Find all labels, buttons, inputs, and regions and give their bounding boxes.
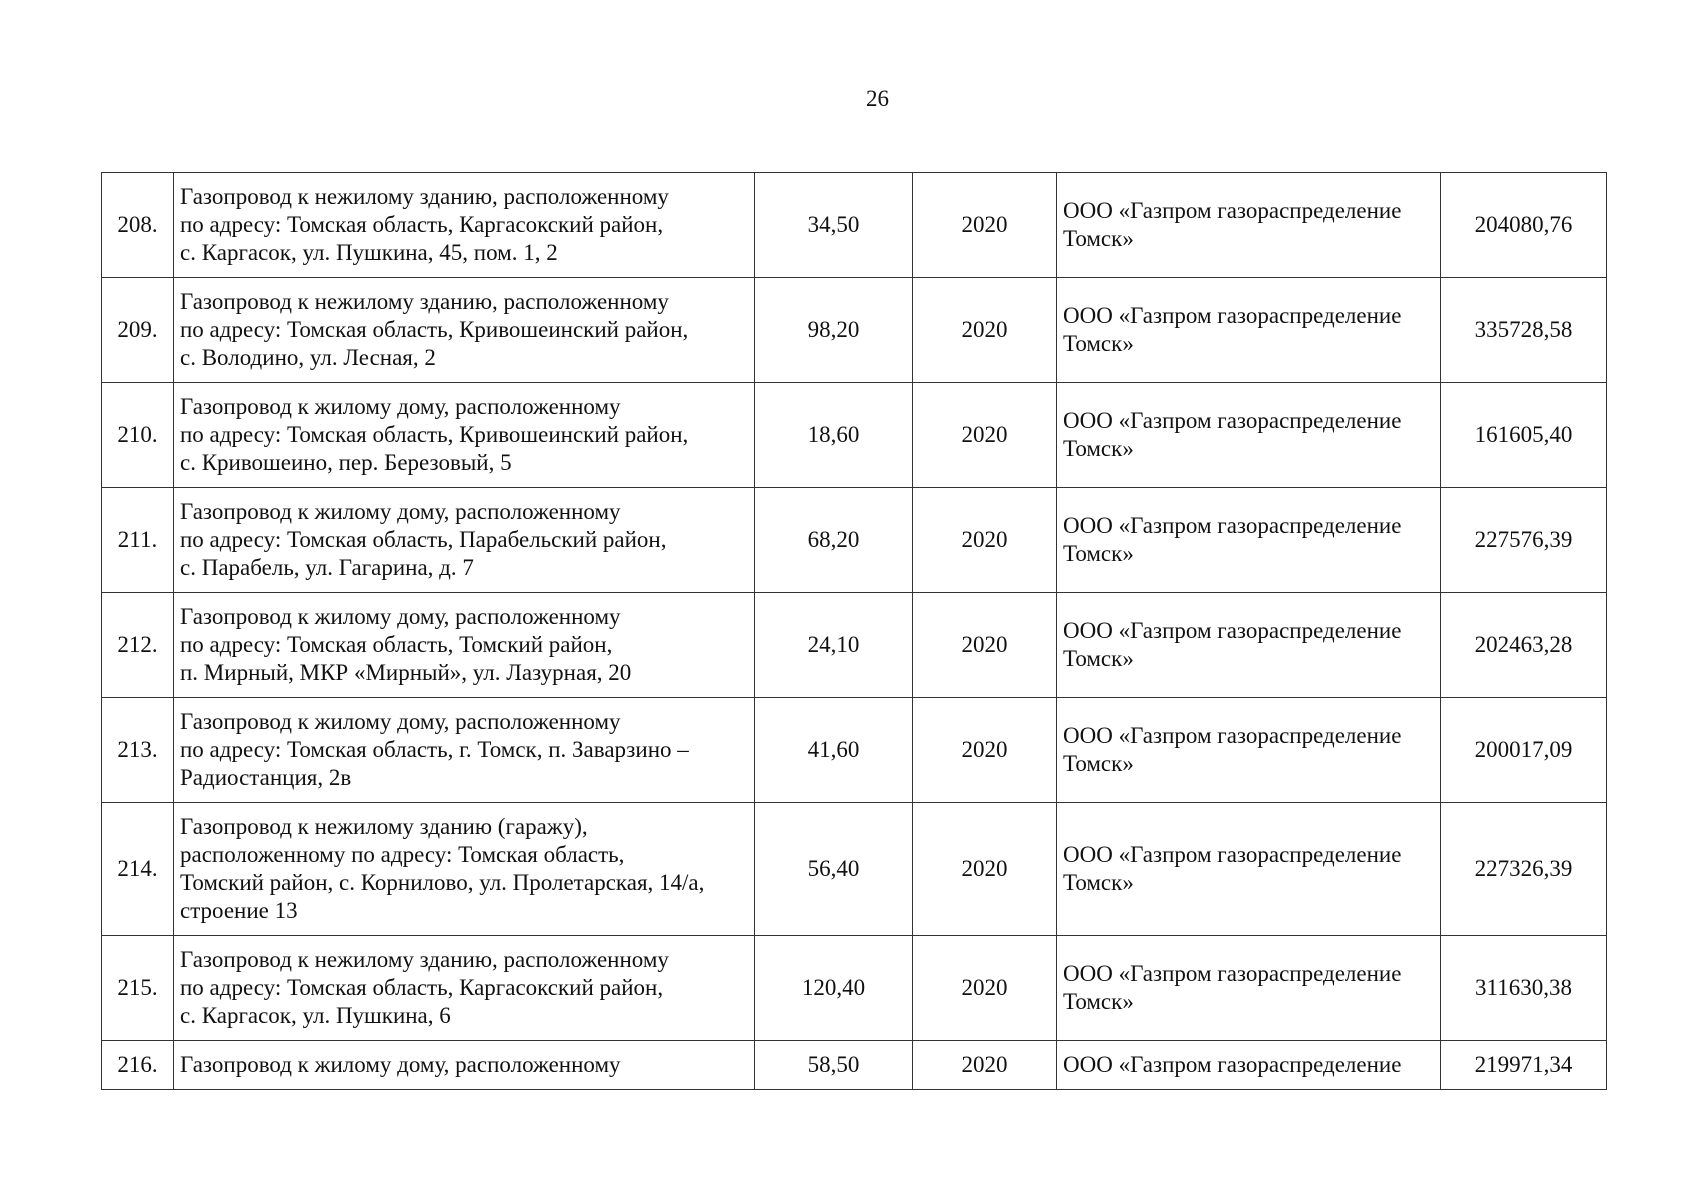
- pipeline-length: 56,40: [755, 803, 913, 936]
- organization: ООО «Газпром газораспределение Томск»: [1057, 488, 1441, 593]
- cost: 227326,39: [1441, 803, 1607, 936]
- pipeline-length: 24,10: [755, 593, 913, 698]
- object-description: Газопровод к нежилому зданию, расположенному по адресу: Томская область, Кривошеинский район, с. Володино, ул. Лесная, 2: [174, 278, 755, 383]
- year: 2020: [913, 698, 1057, 803]
- row-number: 210.: [102, 383, 174, 488]
- year: 2020: [913, 593, 1057, 698]
- object-description: Газопровод к нежилому зданию (гаражу), расположенному по адресу: Томская область, Томский район, с. Корнилово, ул. Пролетарская, 14/а, строение 13: [174, 803, 755, 936]
- year: 2020: [913, 1041, 1057, 1090]
- year: 2020: [913, 488, 1057, 593]
- row-number: 216.: [102, 1041, 174, 1090]
- gas-pipeline-table: [101, 172, 1607, 1090]
- row-number: 212.: [102, 593, 174, 698]
- year: 2020: [913, 936, 1057, 1041]
- cost: 204080,76: [1441, 173, 1607, 278]
- object-description: Газопровод к жилому дому, расположенному по адресу: Томская область, Парабельский район, с. Парабель, ул. Гагарина, д. 7: [174, 488, 755, 593]
- table-row: [102, 488, 1607, 593]
- object-description: Газопровод к жилому дому, расположенному по адресу: Томская область, Кривошеинский район, с. Кривошеино, пер. Березовый, 5: [174, 383, 755, 488]
- organization: ООО «Газпром газораспределение Томск»: [1057, 278, 1441, 383]
- table-row: [102, 803, 1607, 936]
- organization: ООО «Газпром газораспределение Томск»: [1057, 936, 1441, 1041]
- object-description: Газопровод к нежилому зданию, расположенному по адресу: Томская область, Каргасокский район, с. Каргасок, ул. Пушкина, 6: [174, 936, 755, 1041]
- row-number: 208.: [102, 173, 174, 278]
- organization: ООО «Газпром газораспределение Томск»: [1057, 803, 1441, 936]
- pipeline-length: 18,60: [755, 383, 913, 488]
- year: 2020: [913, 383, 1057, 488]
- object-description: Газопровод к нежилому зданию, расположенному по адресу: Томская область, Каргасокский район, с. Каргасок, ул. Пушкина, 45, пом. 1, 2: [174, 173, 755, 278]
- cost: 335728,58: [1441, 278, 1607, 383]
- pipeline-length: 58,50: [755, 1041, 913, 1090]
- row-number: 215.: [102, 936, 174, 1041]
- pipeline-length: 120,40: [755, 936, 913, 1041]
- pipeline-length: 98,20: [755, 278, 913, 383]
- table-row: [102, 383, 1607, 488]
- row-number: 213.: [102, 698, 174, 803]
- object-description: Газопровод к жилому дому, расположенному: [174, 1041, 755, 1090]
- pipeline-length: 68,20: [755, 488, 913, 593]
- pipeline-length: 34,50: [755, 173, 913, 278]
- organization: ООО «Газпром газораспределение: [1057, 1041, 1441, 1090]
- year: 2020: [913, 278, 1057, 383]
- cost: 227576,39: [1441, 488, 1607, 593]
- table-row: [102, 1041, 1607, 1090]
- page-number: 26: [866, 86, 889, 111]
- organization: ООО «Газпром газораспределение Томск»: [1057, 593, 1441, 698]
- cost: 161605,40: [1441, 383, 1607, 488]
- table-row: [102, 698, 1607, 803]
- object-description: Газопровод к жилому дому, расположенному по адресу: Томская область, г. Томск, п. Заварзино – Радиостанция, 2в: [174, 698, 755, 803]
- year: 2020: [913, 803, 1057, 936]
- table-row: [102, 936, 1607, 1041]
- table-row: [102, 173, 1607, 278]
- organization: ООО «Газпром газораспределение Томск»: [1057, 698, 1441, 803]
- row-number: 214.: [102, 803, 174, 936]
- cost: 311630,38: [1441, 936, 1607, 1041]
- organization: ООО «Газпром газораспределение Томск»: [1057, 383, 1441, 488]
- cost: 200017,09: [1441, 698, 1607, 803]
- cost: 219971,34: [1441, 1041, 1607, 1090]
- pipeline-length: 41,60: [755, 698, 913, 803]
- table-row: [102, 593, 1607, 698]
- cost: 202463,28: [1441, 593, 1607, 698]
- row-number: 211.: [102, 488, 174, 593]
- object-description: Газопровод к жилому дому, расположенному по адресу: Томская область, Томский район, п. Мирный, МКР «Мирный», ул. Лазурная, 20: [174, 593, 755, 698]
- row-number: 209.: [102, 278, 174, 383]
- year: 2020: [913, 173, 1057, 278]
- table-row: [102, 278, 1607, 383]
- organization: ООО «Газпром газораспределение Томск»: [1057, 173, 1441, 278]
